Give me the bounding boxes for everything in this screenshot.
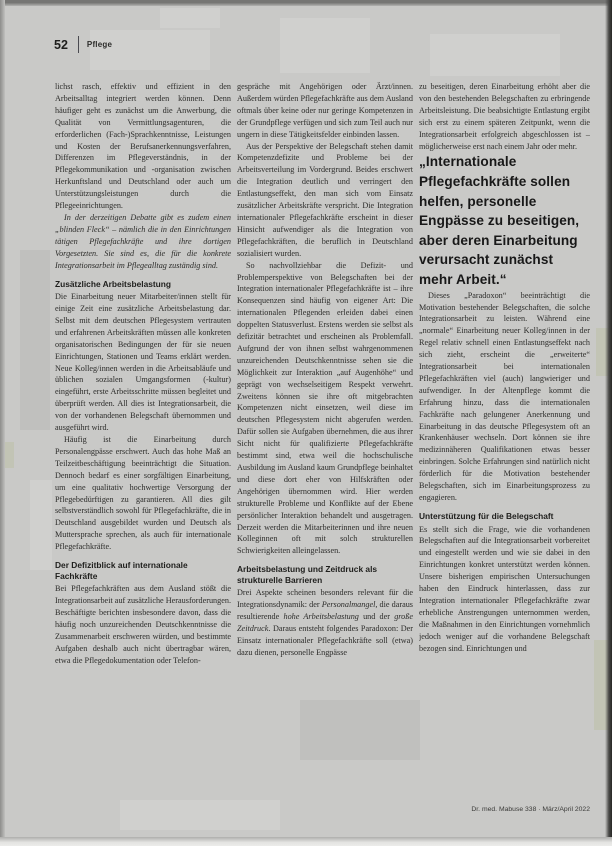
subheading-arbeitsbelastung-zeitdruck: Arbeitsbelastung und Zeitdruck als strukturelle Barrieren xyxy=(237,564,378,585)
page-number: 52 xyxy=(54,37,68,52)
text-column-2 xyxy=(237,81,413,793)
body-paragraph: Aus der Perspektive der Belegschaft stehen damit Kompetenzdefizite und Probleme bei der Arbeitsverteilung im Vordergrund. Beides erschwert die Integration deutlich und verringert den Entlastungseffekt, den man sich vom Einsatz zusätzlicher Arbeitskräfte verspricht. Die Integration internationaler Pflegefachkräfte erscheint in dieser Hinsicht aufwendiger als die Integration von Pflegefachkräften, die beruflich in Deutschland sozialisiert wurden. xyxy=(237,141,413,258)
emphasis-zeitdruck: große Zeitdruck xyxy=(237,612,413,634)
body-paragraph: So nachvollziehbar die Defizit- und Problemperspektive von Belegschaften bei der Integration internationaler Pflegefachkräfte ist – ihre Konsequenzen sind häufig von eigener Art: Die internationalen Pflegenden erleiden dabei einen doppelten Statusverlust. Erstens werden sie selbst als defizitär betrachtet und erscheinen als Problemfall. Aufgrund der von ihnen selbst wahrgenommenen unzureichenden Deutschkenntnisse sehen sie die Möglichkeit zur Interaktion „auf Augenhöhe“ und geprägt von wechselseitigem Respekt verwehrt. Zweitens können sie ihre oft mitgebrachten Kompetenzen nicht einsetzen, weil diese im deutschen Pflegesystem nicht abgerufen werden. Dafür sollen sie Aufgaben übernehmen, die aus ihrer Sicht nicht für qualifizierte Pflegefachkräfte bestimmt sind, etwa weil die hochschulische Ausbildung im Ausland kaum Grundpflege beinhaltet und diese dort eher von Hilfskräften oder Angehörigen übernommen wird. Hier werden strukturelle Probleme und Konflikte auf der Ebene persönlicher Interaktion behandelt und ausgetragen. Derzeit werden die Mitarbeiterinnen und ihre neuen Kolleginnen oft mit solch strukturellen Schwierigkeiten alleingelassen. xyxy=(237,260,413,556)
header-divider xyxy=(78,36,79,53)
scan-artifact xyxy=(430,34,560,76)
paragraph-fragment: . Daraus entsteht folgendes Paradoxon: Der Einsatz internationaler Pflegefachkräfte soll (etwa) dazu dienen, personelle Engpässe xyxy=(237,624,413,657)
scan-artifact xyxy=(280,18,370,73)
journal-footer: Dr. med. Mabuse 338 · März/April 2022 xyxy=(471,806,590,813)
body-paragraph-italic: In der derzeitigen Debatte gibt es zudem einen „blinden Fleck“ – nämlich die in den Einrichtungen tätigen Pflegefachkräfte und ihre dortigen Vorgesetzten. Sie sind es, die für die konkrete Integrationsarbeit im Pflegealltag zuständig sind. xyxy=(55,212,231,270)
scan-artifact xyxy=(30,480,52,570)
scan-edge-left xyxy=(0,0,5,846)
scan-edge-top xyxy=(0,0,612,6)
emphasis-personalmangel: Personalmangel xyxy=(321,600,376,610)
scan-artifact xyxy=(160,8,220,28)
section-label: Pflege xyxy=(86,40,113,49)
scan-edge-bottom xyxy=(0,837,612,846)
text-column-3 xyxy=(419,81,590,793)
page-header xyxy=(54,36,112,53)
paragraph-fragment: und der xyxy=(358,612,395,622)
subheading-defizitblick: Der Defizitblick auf internationale Fachkräfte xyxy=(55,560,188,581)
body-paragraph: Die Einarbeitung neuer Mitarbeiter/innen stellt für einige Zeit eine zusätzliche Arbeitsbelastung dar. Selbst mit dem deutschen Pflegesystem vertrauten und erfahrenen Arbeitskräften müssen alle konkreten organisatorischen Bedingungen der für sie neuen Einrichtungen, Stationen und Teams erklärt werden. Neue Kolleg/innen werden in die Arbeitsabläufe und üblichen sozialen Umgangsformen (-kultur) eingeführt, erste Arbeitsschritte müssen begleitet und überprüft werden. All dies ist Integrationsarbeit, die von der vorhandenen Belegschaft übernommen und ausgeführt wird. xyxy=(55,292,231,433)
body-paragraph: Es stellt sich die Frage, wie die vorhandenen Belegschaften auf die Integrationsarbeit vorbereitet und eingestellt werden und wie sie dabei in den Einrichtungen konkret unterstützt werden können. Unsere bisherigen empirischen Untersuchungen haben den Eindruck hinterlassen, dass zur Integration internationaler Pflegefachkräfte zwar erhebliche Anstrengungen unternommen werden, die Maßnahmen in den Einrichtungen vornehmlich jedoch weniger auf die vorhandene Belegschaft bezogen sind. Einrichtungen und xyxy=(419,524,590,653)
body-paragraph: Bei Pflegefachkräften aus dem Ausland stößt die Integrationsarbeit auf zusätzliche Herausforderungen. Beschäftigte berichten insbesondere davon, dass die häufig noch unzureichenden Deutschkenntnisse die Zusammenarbeit erschweren würden, und bestimmte Aufgaben deshalb auch nicht übertragbar wären, etwa die Pflegedokumentation oder Telefon- xyxy=(55,584,231,665)
body-paragraph: lichst rasch, effektiv und effizient in den Arbeitsalltag integriert werden können. Denn häufiger geht es zunächst um die Anwerbung, die Qualität von Vermittlungsagenturen, die erforderlichen (Fach-)Sprachkenntnisse, Leistungen und Kosten der Berufsanerkennungsverfahren, Differenzen im Pflegeverständnis, in der Pflegekommunikation und -organisation zwischen Herkunftsland und Deutschland oder auch um Unterstützungsleistungen durch die Pflegeeinrichtungen. xyxy=(55,82,231,211)
body-paragraph: zu beseitigen, deren Einarbeitung erhöht aber die von den bestehenden Belegschaften zu erbringende Arbeitsleistung. Die beabsichtigte Entlastung ergibt sich erst zu einem späteren Zeitpunkt, wenn die Integrationsarbeit erfolgreich abgeschlossen ist – möglicherweise erst nach einem Jahr oder mehr. xyxy=(419,82,590,151)
emphasis-arbeitsbelastung: hohe Arbeitsbelastung xyxy=(283,612,359,622)
scan-edge-right xyxy=(605,0,612,846)
subheading-unterstuetzung: Unterstützung für die Belegschaft xyxy=(419,510,554,521)
subheading-zusaetzliche-arbeitsbelastung: Zusätzliche Arbeitsbelastung xyxy=(55,278,172,289)
body-paragraph xyxy=(237,587,413,658)
scan-artifact xyxy=(120,800,280,830)
body-paragraph: Dieses „Paradoxon“ beeinträchtigt die Motivation bestehender Belegschaften, die solche Integrationsarbeit zu leisten. Während eine „normale“ Einarbeitung neuer Kolleg/innen in der Regel relativ schnell einen Entlastungseffekt nach sich zieht, erscheint die „erweiterte“ Integrationsarbeit bei internationalen Pflegefachkräften viel (auch) langwieriger und aufwendiger. In der Altenpflege kommt die Erfahrung hinzu, dass die internationalen Fachkräfte nach gelungener Anerkennung und Einarbeitung in das deutsche Pflegesystem oft an Krankenhäuser wechseln. Dort können sie ihre medizinnäheren Qualifikationen etwas besser einbringen. Solche Erfahrungen sind natürlich nicht förderlich für die Motivation bestehender Belegschaften, sich im Einarbeitungsprozess zu engagieren. xyxy=(419,290,590,502)
pull-quote: „Internationale Pflegefachkräfte sollen helfen, personelle Engpässe zu beseitigen, aber deren Einarbeitung verursacht zunächst mehr Arbeit.“ xyxy=(419,154,580,287)
text-column-1 xyxy=(55,81,231,793)
scan-artifact xyxy=(20,250,50,430)
body-paragraph: gespräche mit Angehörigen oder Ärzt/innen. Außerdem würden Pflegefachkräfte aus dem Ausland oftmals über keine oder nur geringe Kompetenzen in der Grundpflege verfügen und sich zum Teil auch nur ungern in diese Tätigkeitsfelder einbinden lassen. xyxy=(237,82,413,139)
paragraph-fragment: Drei Aspekte scheinen besonders relevant für die Integrationsdynamik: der xyxy=(237,588,413,610)
body-paragraph: Häufig ist die Einarbeitung durch Personalengpässe erschwert. Auch das hohe Maß an Teilzeitbeschäftigung beeinträchtigt die Situation. Dennoch bedarf es einer sorgfältigen Einarbeitung, um eine qualitativ hochwertige Versorgung der Pflegebedürftigen zu garantieren. All dies gilt selbstverständlich sowohl für Pflegefachkräfte, die in Deutschland ausgebildet wurden und Deutsch als Muttersprache sprechen, als auch für internationale Pflegefachkräfte. xyxy=(55,434,231,552)
paragraph-fragment: , die daraus resultierende xyxy=(237,600,413,622)
